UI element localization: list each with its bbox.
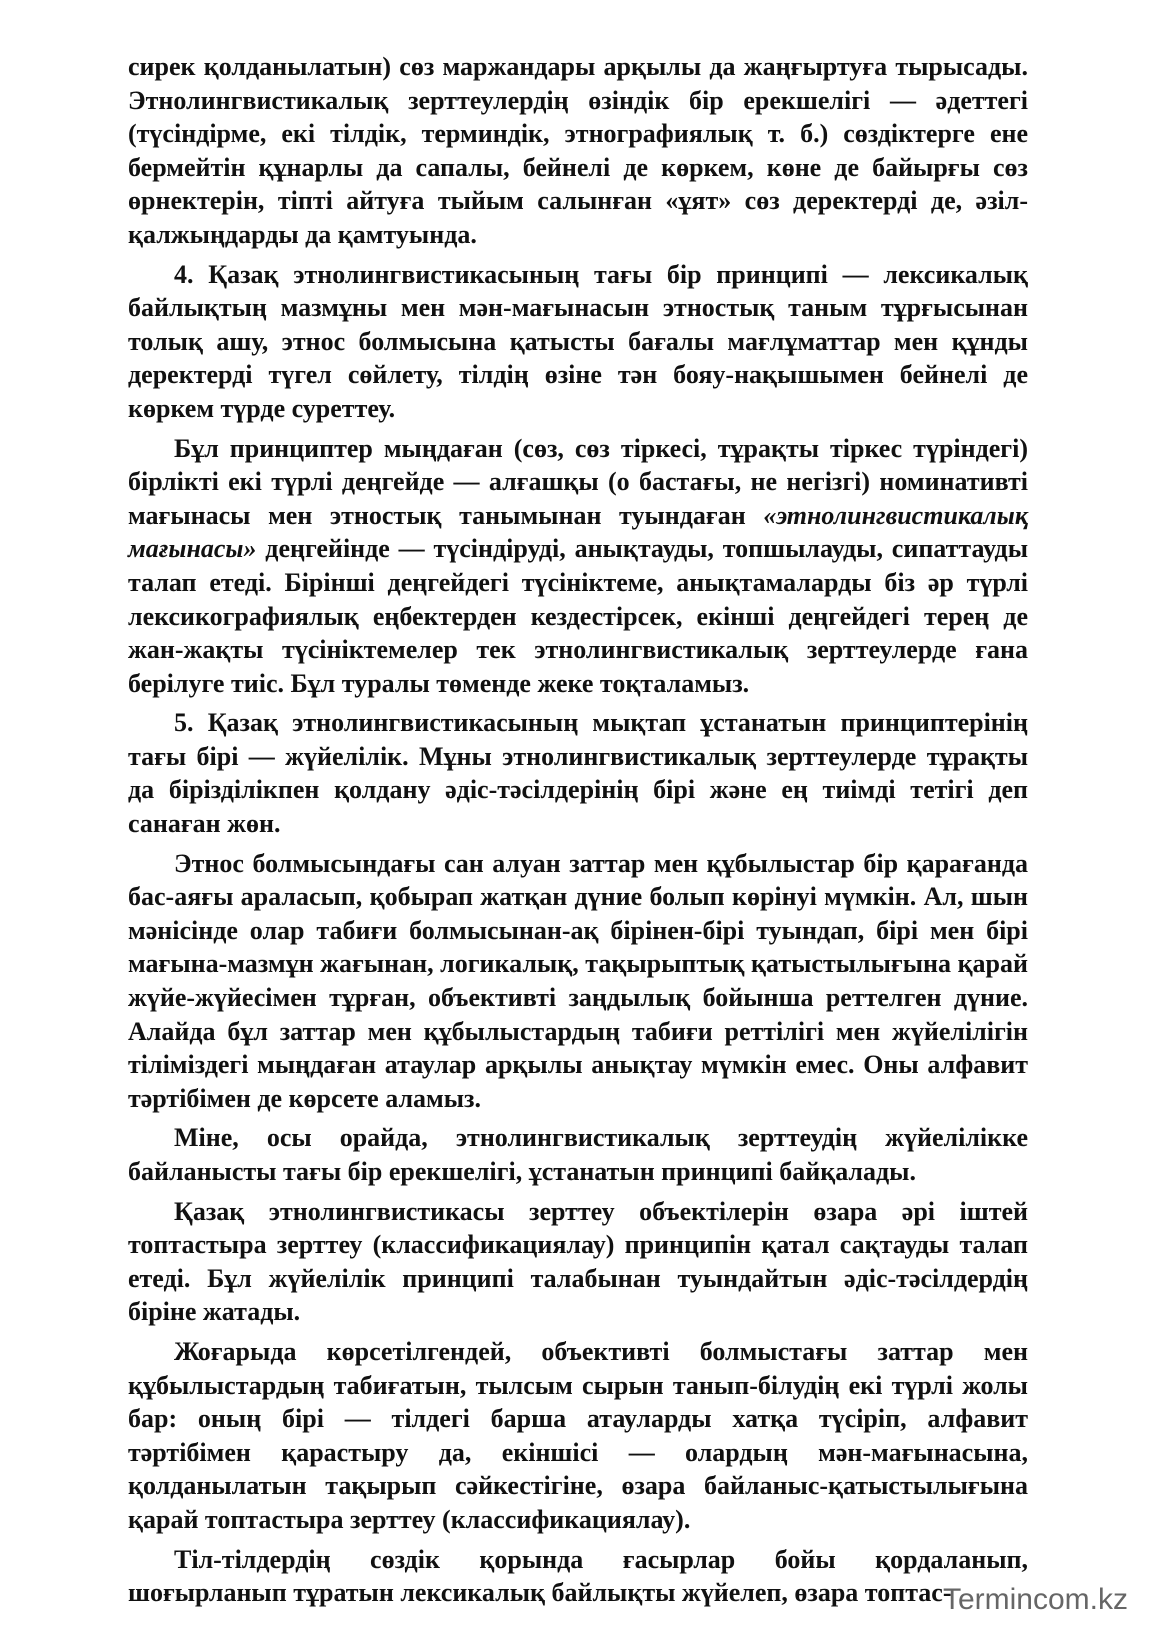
paragraph-3-before: Бұл принциптер мыңдаған (сөз, сөз тіркесі, тұрақты тіркес түріндегі) бірлікті екі түрлі деңгейде — алғашқы (о бастағы, не негізгі) номинативті мағынасы мен этностық танымынан туындаған [128,433,1028,530]
paragraph-7: Қазақ этнолингвистикасы зерттеу объектілерін өзара әрі іштей топтастыра зерттеу (классификациялау) принципін қатал сақтауды талап етеді. Бұл жүйелілік принципі талабынан туындайтын әдіс-тәсілдердің біріне жатады. [128,1196,1028,1327]
document-page [128,50,1028,1610]
paragraph-6: Міне, осы орайда, этнолингвистикалық зерттеудің жүйелілікке байланысты тағы бір ерекшелігі, ұстанатын принципі байқалады. [128,1123,1028,1186]
watermark-logo: Termincom.kz [942,1583,1128,1616]
paragraph-8: Жоғарыда көрсетілгендей, объективті болмыстағы заттар мен құбылыстардың табиғатын, тылсым сырын танып-білудің екі түрлі жолы бар: оның бірі — тілдегі барша атауларды хатқа түсіріп, алфавит тәртібімен қарастыру да, екіншісі — олардың мән-мағынасына, қолданылатын тақырып сәйкестігіне, өзара байланыс-қатыстылығына қарай топтастыра зерттеу (классификациялау). [128,1336,1028,1534]
paragraph-3-after: деңгейінде — түсіндіруді, анықтауды, топшылауды, сипаттауды талап етеді. Бірінші деңгейдегі түсініктеме, анықтамаларды біз әр түрлі лексикографиялық еңбектерден кездестірсек, екінші деңгейдегі терең де жан-жақты түсініктемелер тек этнолингвистикалық зерттеулерде ғана берілуге тиіс. Бұл туралы төменде жеке тоқталамыз. [128,534,1028,698]
paragraph-9: Тіл-тілдердің сөздік қорында ғасырлар бойы қордаланып, шоғырланып тұратын лексикалық байлықты жүйелеп, өзара топтас- [128,1544,1028,1608]
paragraph-4: 5. Қазақ этнолингвистикасының мықтап ұстанатын принциптерінің тағы бірі — жүйелілік. Мұны этнолингвистикалық зерттеулерде тұрақты да бірізділікпен қолдану әдіс-тәсілдерінің бірі және ең тиімді тетігі деп санаған жөн. [128,708,1028,839]
paragraph-3 [128,432,1028,701]
paragraph-5: Этнос болмысындағы сан алуан заттар мен құбылыстар бір қарағанда бас-аяғы араласып, қобырап жатқан дүние болып көрінуі мүмкін. Ал, шын мәнісінде олар табиғи болмысынан-ақ бірінен-бірі туындап, бірі мен бірі мағына-мазмұн жағынан, логикалық, тақырыптық қатыстылығына қарай жүйе-жүйесімен тұрған, объективті заңдылық бойынша реттелген дүние. Алайда бұл заттар мен құбылыстардың табиғи реттілігі мен жүйелілігін тіліміздегі мыңдаған атаулар арқылы анықтау мүмкін емес. Оны алфавит тәртібімен де көрсете аламыз. [128,848,1028,1113]
paragraph-2: 4. Қазақ этнолингвистикасының тағы бір принципі — лексикалық байлықтың мазмұны мен мән-мағынасын этностық таным тұрғысынан толық ашу, этнос болмысына қатысты бағалы мағлұматтар мен құнды деректерді түгел сөйлету, тілдің өзіне тән бояу-нақышымен бейнелі де көркем түрде суреттеу. [128,259,1028,423]
paragraph-1: сирек қолданылатын) сөз маржандары арқылы да жаңғыртуға тырысады. Этнолингвистикалық зерттеулердің өзіндік бір ерекшелігі — әдеттегі (түсіндірме, екі тілдік, терминдік, этнографиялық т. б.) сөздіктерге ене бермейтін құнарлы да сапалы, бейнелі де көркем, көне де байырғы сөз өрнектерін, тіпті айтуға тыйым салынған «ұят» сөз деректерді де, әзіл-қалжыңдарды да қамтуында. [128,52,1028,249]
paragraph-3-italic-term: «этнолингвистикалық мағынасы» [128,500,1028,564]
